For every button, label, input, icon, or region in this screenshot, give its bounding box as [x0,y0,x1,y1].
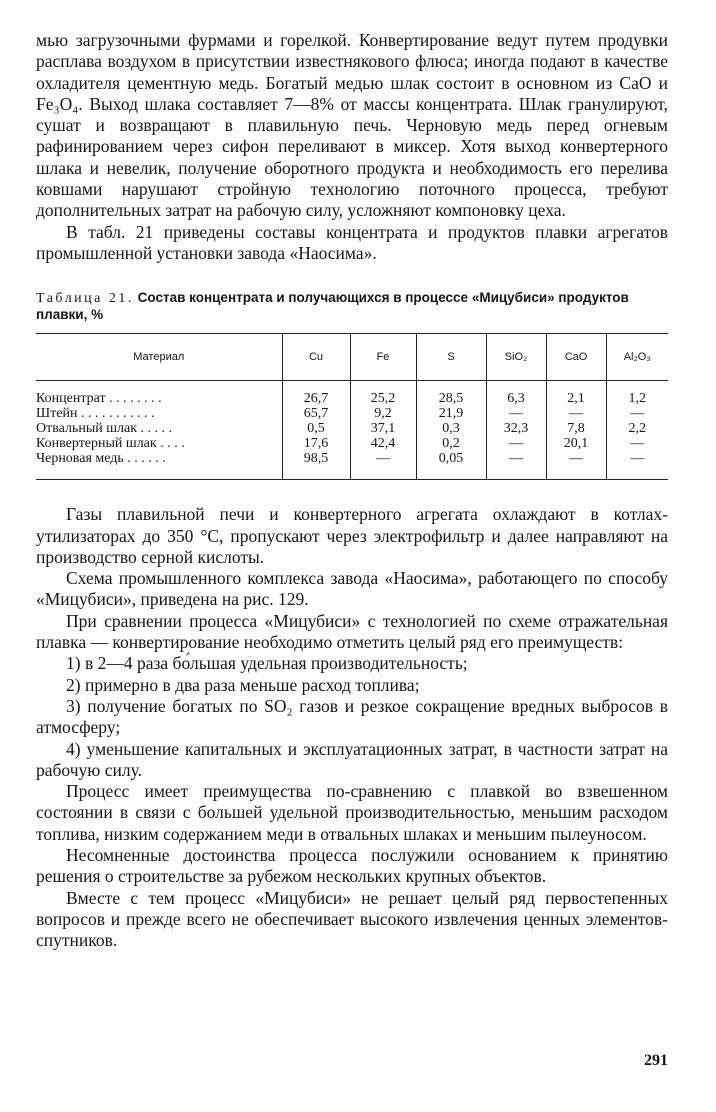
table-cell: — [606,407,668,422]
table-cell: 42,4 [350,437,416,452]
table-cell: 32,3 [486,422,546,437]
table-cell: 20,1 [546,437,606,452]
table-cell: 98,5 [282,452,350,480]
table-cell: 7,8 [546,422,606,437]
paragraph-intro: мью загрузочными фурмами и горелкой. Конвертирование ведут путем продувки расплава воздухом в присутствии известнякового флюса; иногда подают в качестве охладителя цементную медь. Богатый медью шлак состоит в основном из CaO и Fe₃O₄. Выход шлака составляет 7—8% от массы концентрата. Шлак гранулируют, сушат и возвращают в плавильную печь. Черновую медь перед огневым рафинированием через сифон переливают в миксер. Хотя выход конвертерного шлака и невелик, получение оборотного продукта и необходимость его перелива ковшами нарушают стройную технологию поточного процесса, требуют дополнительных затрат на рабочую силу, усложняют компоновку цеха. [36,30,668,221]
table-cell: — [546,407,606,422]
page-number: 291 [644,1052,668,1069]
table-cell: 25,2 [350,381,416,408]
header-material: Материал [36,334,282,381]
header-cu: Cu [282,334,350,381]
table-cell: 2,2 [606,422,668,437]
table-cell: 26,7 [282,381,350,408]
list-item: 4) уменьшение капитальных и эксплуатационных затрат, в частности затрат на рабочую силу. [36,738,668,780]
paragraph-scheme: Схема промышленного комплекса завода «Наосима», работающего по способу «Мицубиси», приведена на рис. 129. [36,568,668,610]
table-cell: 28,5 [416,381,486,408]
table-cell: — [486,407,546,422]
table-cell: 0,2 [416,437,486,452]
table-cell: — [350,452,416,480]
table-cell: — [486,452,546,480]
table-cell: 37,1 [350,422,416,437]
list-item: 2) примерно в два раза меньше расход топлива; [66,674,420,695]
table-cell: 0,05 [416,452,486,480]
table-cell: — [606,452,668,480]
spacer [36,480,668,504]
table-cell: 0,5 [282,422,350,437]
table-cell: Штейн . . . . . . . . . . . [36,406,155,422]
table-row [36,452,668,480]
table-cell: 6,3 [486,381,546,408]
paragraph-advantages: Процесс имеет преимущества по-сравнению с плавкой во взвешенном состоянии в связи с большей удельной производительностью, меньшим расходом топлива, низким содержанием меди в отвальных шлаках и меньшим пылеуносом. [36,781,668,844]
table-row [36,407,668,422]
table-cell: Черновая медь . . . . . . [36,452,282,480]
header-fe: Fe [350,334,416,381]
list-item: 1) в 2—4 раза бо́льшая удельная производительность; [66,653,468,674]
table-cell: Отвальный шлак . . . . . [36,421,173,437]
table-cell: — [546,452,606,480]
table-cell: — [606,437,668,452]
table-cell: 2,1 [546,381,606,408]
paragraph-table-reference: В табл. 21 приведены составы концентрата и продуктов плавки агрегатов промышленной установки завода «Наосима». [36,221,668,263]
paragraph-drawbacks: Вместе с тем процесс «Мицубиси» не решает целый ряд первостепенных вопросов и прежде всего не обеспечивает высокого извлечения ценных элементов-спутников. [36,887,668,951]
table-cell: Концентрат . . . . . . . . [36,391,162,407]
table-row [36,422,668,437]
book-page [36,30,668,952]
table-cell: 17,6 [282,437,350,452]
table-cell: Конвертерный шлак . . . . [36,436,185,452]
table-header-row [36,334,668,381]
header-cao: CaO [546,334,606,381]
table-row [36,437,668,452]
table-caption-text: Состав концентрата и получающихся в процессе «Мицубиси» продуктов плавки, % [36,290,629,323]
table-cell: 21,9 [416,407,486,422]
table-row [36,381,668,408]
table-cell: 9,2 [350,407,416,422]
composition-table [36,333,668,480]
header-sio2: SiO₂ [486,334,546,381]
paragraph-decision: Несомненные достоинства процесса послужили основанием к принятию решения о строительстве за рубежом нескольких крупных объектов. [36,845,668,887]
list-item: 3) получение богатых по SO₂ газов и резкое сокращение вредных выбросов в атмосферу; [36,695,668,738]
paragraph-gases: Газы плавильной печи и конвертерного агрегата охлаждают в котлах-утилизаторах до 350 °С, пропускают через электрофильтр и далее направляют на производство серной кислоты. [36,504,668,567]
paragraph-comparison: При сравнении процесса «Мицубиси» с технологией по схеме отражательная плавка — конвертирование необходимо отметить целый ряд его преимуществ: [36,610,668,653]
table-caption-label: Таблица 21. [36,291,134,307]
table-cell: 0,3 [416,422,486,437]
table-cell: 1,2 [606,381,668,408]
header-al2o3: Al₂O₃ [606,334,668,381]
header-s: S [416,334,486,381]
table-caption [36,290,668,323]
table-cell: 65,7 [282,407,350,422]
table-cell: — [486,437,546,452]
